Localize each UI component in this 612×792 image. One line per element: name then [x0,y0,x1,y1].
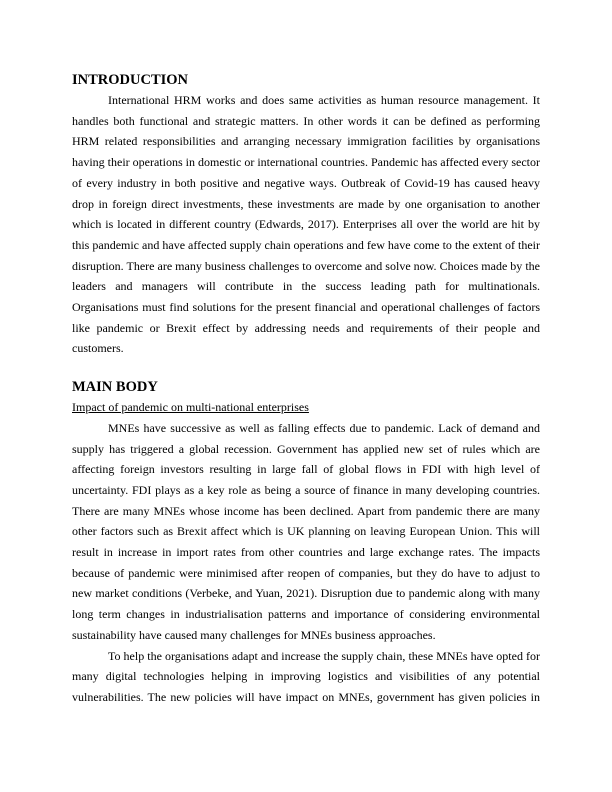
main-body-heading: MAIN BODY [72,379,158,396]
introduction-heading: INTRODUCTION [72,72,189,88]
section-subheading: Impact of pandemic on multi-national enterprises [72,400,309,415]
body-paragraph: To help the organisations adapt and increase the supply chain, these MNEs have opted for many digital technologies helping in improving logistics and visibilities of any potential vulnerabilities. The new policies will have impact on MNEs, government has given policies in [72,648,540,704]
document-page [72,70,540,708]
introduction-paragraph: International HRM works and does same activities as human resource management. It handles both functional and strategic matters. In other words it can be defined as performing HRM related responsibilities and arranging necessary immigration facilities by organisations having their operations in domestic or international countries. Pandemic has affected every sector of every industry in both positive and negative ways. Outbreak of Covid-19 has caused heavy drop in foreign direct investments, these investments are made by one organisation to another which is located in different country (Edwards, 2017). Enterprises all over the world are hit by this pandemic and have affected supply chain operations and few have come to the extent of their disruption. There are many business challenges to overcome and solve now. Choices made by the leaders and managers will contribute in the success leading path for multinationals. Organisations must find solutions for the present financial and operational challenges of factors like pandemic or Brexit effect by addressing needs and requirements of their people and customers. [72,93,540,356]
body-paragraph: MNEs have successive as well as falling effects due to pandemic. Lack of demand and supply has triggered a global recession. Government has applied new set of rules which are affecting foreign investors resulting in large fall of global flows in FDI with high level of uncertainty. FDI plays as a key role as being a source of finance in many developing countries. There are many MNEs whose income has been declined. Apart from pandemic there are many other factors such as Brexit affect which is UK planning on leaving European Union. This will result in increase in import rates from other countries and large exchange rates. The impacts because of pandemic were minimised after reopen of companies, but they do have to adjust to new market conditions (Verbeke, and Yuan, 2021). Disruption due to pandemic along with many long term changes in industrialisation patterns and importance of considering environmental sustainability have caused many challenges for MNEs business approaches. [72,420,540,642]
